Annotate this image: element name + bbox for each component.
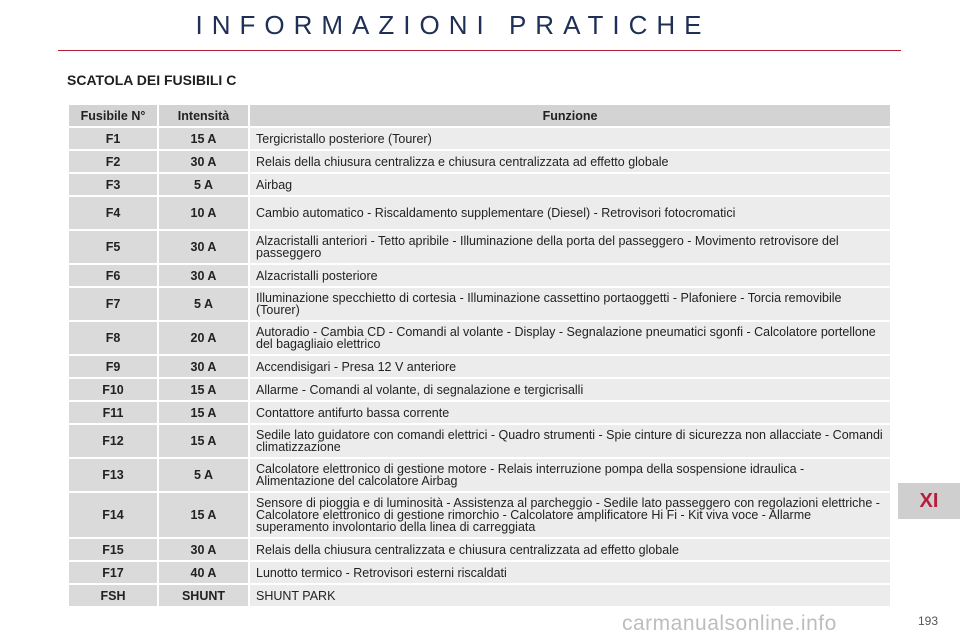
column-header-function: Funzione: [249, 104, 891, 127]
fuse-function: Cambio automatico - Riscaldamento supplementare (Diesel) - Retrovisori fotocromatici: [249, 196, 891, 230]
fuse-number: F3: [68, 173, 158, 196]
fuse-function: Tergicristallo posteriore (Tourer): [249, 127, 891, 150]
table-row: [68, 561, 891, 584]
header-divider: [58, 50, 901, 51]
table-header-row: [68, 104, 891, 127]
fuse-intensity: 15 A: [158, 378, 249, 401]
fuse-intensity: 20 A: [158, 321, 249, 355]
table-row: [68, 230, 891, 264]
fuse-number: F12: [68, 424, 158, 458]
fuse-function: Relais della chiusura centralizzata e chiusura centralizzata ad effetto globale: [249, 538, 891, 561]
fuse-number: F8: [68, 321, 158, 355]
fuse-number: FSH: [68, 584, 158, 607]
table-row: [68, 492, 891, 538]
fuse-intensity: 30 A: [158, 150, 249, 173]
table-row: [68, 538, 891, 561]
fuse-function: Autoradio - Cambia CD - Comandi al volante - Display - Segnalazione pneumatici sgonfi - Calcolatore portellone del bagagliaio elettrico: [249, 321, 891, 355]
fuse-table: [67, 103, 892, 608]
fuse-number: F6: [68, 264, 158, 287]
fuse-function: Airbag: [249, 173, 891, 196]
fuse-function: Calcolatore elettronico di gestione motore - Relais interruzione pompa della sospensione idraulica - Alimentazione del calcolatore Airbag: [249, 458, 891, 492]
chapter-tab-label: XI: [919, 489, 939, 512]
fuse-intensity: 5 A: [158, 287, 249, 321]
table-row: [68, 173, 891, 196]
table-row: [68, 321, 891, 355]
fuse-number: F15: [68, 538, 158, 561]
fuse-number: F2: [68, 150, 158, 173]
fuse-function: Contattore antifurto bassa corrente: [249, 401, 891, 424]
table-row: [68, 424, 891, 458]
fuse-intensity: 15 A: [158, 127, 249, 150]
table-row: [68, 287, 891, 321]
fuse-number: F10: [68, 378, 158, 401]
fuse-number: F4: [68, 196, 158, 230]
fuse-number: F9: [68, 355, 158, 378]
fuse-number: F14: [68, 492, 158, 538]
fuse-intensity: 5 A: [158, 173, 249, 196]
fuse-number: F11: [68, 401, 158, 424]
fuse-function: Sedile lato guidatore con comandi elettrici - Quadro strumenti - Spie cinture di sicurezza non allacciate - Comandi climatizzazione: [249, 424, 891, 458]
table-row: [68, 378, 891, 401]
fuse-function: Alzacristalli anteriori - Tetto apribile - Illuminazione della porta del passeggero - Movimento retrovisore del passeggero: [249, 230, 891, 264]
fuse-function: Accendisigari - Presa 12 V anteriore: [249, 355, 891, 378]
table-row: [68, 150, 891, 173]
table-row: [68, 584, 891, 607]
chapter-tab: [898, 483, 960, 519]
fuse-intensity: 30 A: [158, 230, 249, 264]
fuse-intensity: 40 A: [158, 561, 249, 584]
table-row: [68, 458, 891, 492]
watermark: carmanualsonline.info: [622, 612, 837, 635]
fuse-intensity: 15 A: [158, 401, 249, 424]
fuse-function: Allarme - Comandi al volante, di segnalazione e tergicrisalli: [249, 378, 891, 401]
fuse-intensity: 30 A: [158, 538, 249, 561]
table-row: [68, 196, 891, 230]
fuse-intensity: 10 A: [158, 196, 249, 230]
fuse-function: Sensore di pioggia e di luminosità - Assistenza al parcheggio - Sedile lato passeggero con regolazioni elettriche - Calcolatore elettronico di gestione rimorchio - Calcolatore amplificatore Hi Fi - Kit viva voce - Allarme superamento involontario della linea di carreggiata: [249, 492, 891, 538]
fuse-intensity: 30 A: [158, 355, 249, 378]
fuse-intensity: 15 A: [158, 492, 249, 538]
fuse-intensity: 15 A: [158, 424, 249, 458]
fuse-function: Alzacristalli posteriore: [249, 264, 891, 287]
fuse-number: F17: [68, 561, 158, 584]
fuse-intensity: 5 A: [158, 458, 249, 492]
table-row: [68, 264, 891, 287]
fuse-function: Lunotto termico - Retrovisori esterni riscaldati: [249, 561, 891, 584]
fuse-number: F5: [68, 230, 158, 264]
section-title: SCATOLA DEI FUSIBILI C: [67, 72, 237, 88]
fuse-function: SHUNT PARK: [249, 584, 891, 607]
fuse-intensity: SHUNT: [158, 584, 249, 607]
fuse-number: F7: [68, 287, 158, 321]
fuse-function: Relais della chiusura centralizza e chiusura centralizzata ad effetto globale: [249, 150, 891, 173]
fuse-intensity: 30 A: [158, 264, 249, 287]
column-header-fuse-number: Fusibile N°: [68, 104, 158, 127]
fuse-number: F1: [68, 127, 158, 150]
column-header-intensity: Intensità: [158, 104, 249, 127]
fuse-number: F13: [68, 458, 158, 492]
page-header-title: INFORMAZIONI PRATICHE: [195, 10, 711, 40]
page-number: 193: [918, 614, 939, 628]
table-row: [68, 127, 891, 150]
table-row: [68, 401, 891, 424]
table-row: [68, 355, 891, 378]
fuse-function: Illuminazione specchietto di cortesia - Illuminazione cassettino portaoggetti - Plafoniere - Torcia removibile (Tourer): [249, 287, 891, 321]
